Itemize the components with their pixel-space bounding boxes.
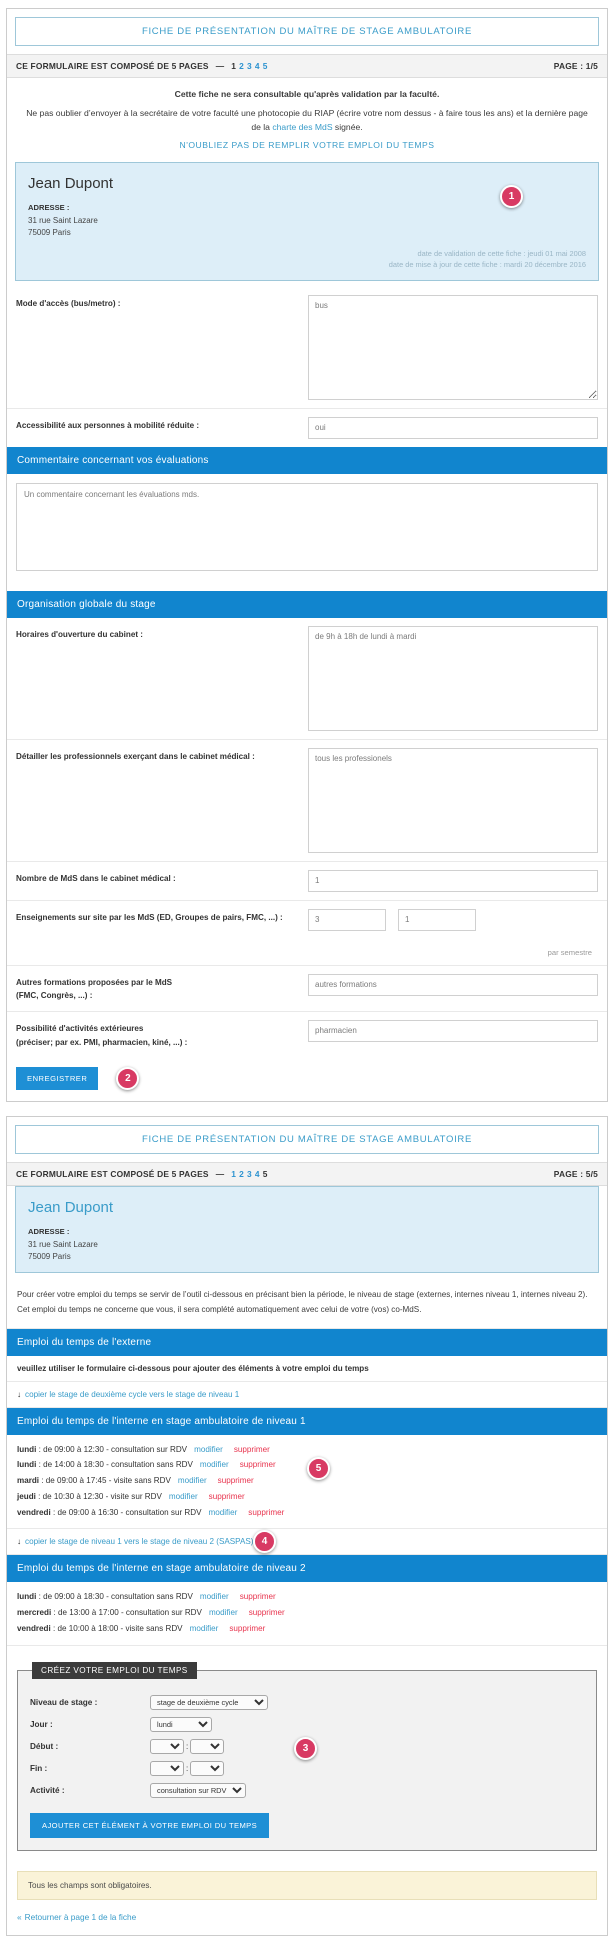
horaires-input[interactable]: de 9h à 18h de lundi à mardi <box>308 626 598 731</box>
schedule-text: : de 13:00 à 17:00 - consultation sur RDV <box>51 1608 202 1618</box>
schedule-niveau2 <box>7 1582 607 1645</box>
save-row <box>7 1058 607 1101</box>
schedule-text: : de 09:00 à 16:30 - consultation sur RDV <box>50 1507 202 1517</box>
callout-badge-3: 3 <box>294 1737 317 1760</box>
modify-link[interactable]: modifier <box>208 1608 238 1618</box>
schedule-row <box>17 1605 597 1621</box>
schedule-text: : de 09:00 à 18:30 - consultation sans RDV <box>36 1592 193 1602</box>
delete-link[interactable]: supprimer <box>248 1608 285 1618</box>
schedule-text: : de 10:30 à 12:30 - visite sur RDV <box>35 1491 162 1501</box>
schedule-row <box>17 1473 597 1489</box>
schedule-row <box>17 1505 597 1521</box>
field-label: Nombre de MdS dans le cabinet médical : <box>16 873 176 883</box>
enseignements-input-b[interactable]: 1 <box>398 909 476 931</box>
down-arrow-icon: ↓ <box>17 1537 22 1547</box>
emploi-note-line2: Cet emploi du temps ne concerne que vous, il sera complété automatiquement avec celui de votre (vos) co-MdS. <box>17 1304 422 1314</box>
section-bar-niveau1: Emploi du temps de l'interne en stage ambulatoire de niveau 1 <box>7 1408 607 1435</box>
nombre-mds-input[interactable]: 1 <box>308 870 598 892</box>
charte-link[interactable]: charte des MdS <box>272 122 333 133</box>
address-label: ADRESSE : <box>28 202 70 212</box>
section-bar-externe: Emploi du temps de l'externe <box>7 1329 607 1356</box>
copy-link-row-1 <box>7 1382 607 1408</box>
field-row-nombre-mds <box>7 862 607 901</box>
pages-bar-bottom <box>7 1162 607 1186</box>
delete-link[interactable]: supprimer <box>217 1476 254 1486</box>
delete-link[interactable]: supprimer <box>248 1507 285 1517</box>
section-bar-organisation: Organisation globale du stage <box>7 591 607 618</box>
creator-legend: CRÉEZ VOTRE EMPLOI DU TEMPS <box>32 1662 197 1679</box>
field-label: Horaires d'ouverture du cabinet : <box>16 629 143 639</box>
creator-row-fin <box>30 1761 584 1776</box>
copy-link-row-2 <box>7 1529 607 1555</box>
page-title-2: FICHE DE PRÉSENTATION DU MAÎTRE DE STAGE AMBULATOIRE <box>15 1125 599 1154</box>
time-separator: : <box>186 1763 189 1773</box>
schedule-day: lundi <box>17 1460 37 1470</box>
copy-niveau1-link[interactable]: copier le stage de niveau 1 vers le stage de niveau 2 (SASPAS) <box>25 1537 254 1547</box>
mds-name: Jean Dupont <box>28 174 114 192</box>
page-link-5[interactable]: 5 <box>262 61 268 71</box>
schedule-day: vendredi <box>17 1507 51 1517</box>
modify-link[interactable]: modifier <box>199 1592 229 1602</box>
modify-link[interactable]: modifier <box>199 1460 229 1470</box>
emploi-note <box>7 1279 607 1329</box>
schedule-row <box>17 1621 597 1637</box>
page-link-5[interactable]: 5 <box>262 1168 268 1179</box>
schedule-day: lundi <box>17 1592 37 1602</box>
field-row-autres-formations <box>7 966 607 1013</box>
pages-dash: — <box>215 1168 225 1179</box>
fin-minute-select[interactable] <box>190 1761 224 1776</box>
creator-wrap <box>7 1646 607 1861</box>
enseignements-input-a[interactable]: 3 <box>308 909 386 931</box>
fin-hour-select[interactable] <box>150 1761 184 1776</box>
callout-badge-2: 2 <box>116 1067 139 1090</box>
address-line-2-2: 75009 Paris <box>28 1251 71 1261</box>
schedule-day: lundi <box>17 1444 37 1454</box>
intro-line2-a: Ne pas oublier d’envoyer à la secrétaire de votre faculté une photocopie du RIAP (écrire votre nom dessus - à faire tous les ans) et la dernière page de la <box>26 108 588 133</box>
autres-formations-label-line2: (FMC, Congrès, ...) : <box>16 991 93 1001</box>
fiche-dates <box>28 248 586 271</box>
jour-label: Jour : <box>30 1719 53 1729</box>
activites-label-line1: Possibilité d'activités extérieures <box>16 1024 144 1034</box>
delete-link[interactable]: supprimer <box>229 1624 266 1634</box>
schedule-day: mercredi <box>17 1608 52 1618</box>
creator-row-jour <box>30 1717 584 1732</box>
time-separator: : <box>186 1741 189 1751</box>
callout-badge-4: 4 <box>253 1530 276 1553</box>
identity-panel <box>15 162 599 281</box>
callout-badge-5: 5 <box>307 1457 330 1480</box>
mode-acces-input[interactable] <box>308 295 598 400</box>
form-page <box>0 8 614 1936</box>
schedule-text: : de 14:00 à 18:30 - consultation sans RDV <box>36 1460 193 1470</box>
externe-hint: veuillez utiliser le formulaire ci-dessous pour ajouter des éléments à votre emploi du temps <box>7 1356 607 1382</box>
chevron-left-icon: « <box>17 1911 22 1922</box>
debut-hour-select[interactable] <box>150 1739 184 1754</box>
activites-exterieures-input[interactable]: pharmacien <box>308 1020 598 1042</box>
field-label: Enseignements sur site par les MdS (ED, Groupes de pairs, FMC, ...) : <box>16 912 283 922</box>
field-label: Accessibilité aux personnes à mobilité réduite : <box>16 420 200 430</box>
creator-row-niveau <box>30 1695 584 1710</box>
page1-card <box>6 8 608 1102</box>
pages-bar-top <box>7 54 607 78</box>
address-line-1: 31 rue Saint Lazare <box>28 215 98 225</box>
modify-link[interactable]: modifier <box>194 1444 223 1454</box>
add-element-button[interactable]: AJOUTER CET ÉLÉMENT À VOTRE EMPLOI DU TEMPS <box>30 1813 269 1838</box>
enseignements-unit-label: par semestre <box>547 947 592 957</box>
debut-minute-select[interactable] <box>190 1739 224 1754</box>
page1-field-rows <box>7 287 607 447</box>
autres-formations-label-line1: Autres formations proposées par le MdS <box>16 977 173 987</box>
field-row-professionnels <box>7 740 607 862</box>
field-row-enseignements <box>7 901 607 966</box>
page-title: FICHE DE PRÉSENTATION DU MAÎTRE DE STAGE AMBULATOIRE <box>15 17 599 46</box>
reminder-link[interactable]: N'OUBLIEZ PAS DE REMPLIR VOTRE EMPLOI DU TEMPS <box>179 139 435 150</box>
address-line-2: 75009 Paris <box>28 227 71 237</box>
address-label-2: ADRESSE : <box>28 1226 70 1236</box>
page-link-3[interactable]: 3 <box>247 1168 252 1179</box>
intro-line1: Cette fiche ne sera consultable qu'après validation par la faculté. <box>174 89 440 99</box>
delete-link[interactable]: supprimer <box>239 1460 276 1470</box>
page-link-2[interactable]: 2 <box>239 1168 245 1179</box>
page-link-2[interactable]: 2 <box>239 61 245 71</box>
debut-label: Début : <box>30 1741 59 1751</box>
obligatoire-notice: Tous les champs sont obligatoires. <box>17 1871 597 1900</box>
niveau-label: Niveau de stage : <box>30 1697 98 1707</box>
enseignements-inputs <box>308 909 476 931</box>
field-label <box>16 1020 308 1050</box>
spacer <box>7 581 607 591</box>
autres-formations-input[interactable]: autres formations <box>308 974 598 996</box>
schedule-niveau1 <box>7 1435 607 1530</box>
commentaire-wrap <box>7 474 607 581</box>
schedule-row <box>17 1489 597 1505</box>
activite-select[interactable] <box>150 1783 246 1798</box>
page5-card <box>6 1116 608 1936</box>
intro-text <box>7 78 607 162</box>
field-label <box>16 974 308 1004</box>
page-indicator: PAGE : 5/5 <box>553 1168 598 1179</box>
page-link-3[interactable]: 3 <box>247 61 252 71</box>
activites-label-line2: (préciser; par ex. PMI, pharmacien, kiné, ...) : <box>16 1037 188 1047</box>
organisation-field-rows <box>7 618 607 1058</box>
schedule-day: vendredi <box>17 1624 51 1634</box>
section-bar-niveau2: Emploi du temps de l'interne en stage ambulatoire de niveau 2 <box>7 1555 607 1582</box>
page-link-4[interactable]: 4 <box>254 1168 260 1179</box>
field-row-activites-exterieures <box>7 1012 607 1058</box>
emploi-note-line1: Pour créer votre emploi du temps se servir de l’outil ci-dessous en précisant bien la période, le niveau de stage (externes, internes niveau 1, internes niveau 2). <box>17 1289 588 1299</box>
schedule-row <box>17 1442 597 1458</box>
delete-link[interactable]: supprimer <box>208 1491 245 1501</box>
jour-select[interactable] <box>150 1717 212 1732</box>
fin-label: Fin : <box>30 1763 48 1773</box>
copy-deuxieme-cycle-link[interactable]: copier le stage de deuxième cycle vers le stage de niveau 1 <box>25 1389 240 1399</box>
intro-line2-b: signée. <box>332 122 363 133</box>
modify-link[interactable]: modifier <box>208 1507 238 1517</box>
modify-link[interactable]: modifier <box>189 1624 219 1634</box>
section-bar-commentaire: Commentaire concernant vos évaluations <box>7 447 607 474</box>
identity-panel-2 <box>15 1186 599 1273</box>
return-link-label[interactable]: Retourner à page 1 de la fiche <box>24 1911 137 1922</box>
field-row-accessibilite <box>7 409 607 447</box>
delete-link[interactable]: supprimer <box>239 1592 276 1602</box>
mds-name-2: Jean Dupont <box>28 1198 114 1216</box>
field-label: Mode d'accès (bus/metro) : <box>16 298 121 308</box>
commentaire-textarea[interactable]: Un commentaire concernant les évaluations mds. <box>16 483 598 571</box>
callout-badge-1: 1 <box>500 185 523 208</box>
pages-dash: — <box>215 61 225 71</box>
update-date: date de mise à jour de cette fiche : mardi 20 décembre 2016 <box>388 260 586 270</box>
schedule-day: jeudi <box>17 1491 36 1501</box>
save-button[interactable]: ENREGISTRER <box>16 1067 98 1090</box>
validation-date: date de validation de cette fiche : jeudi 01 mai 2008 <box>417 248 586 258</box>
activite-label: Activité : <box>30 1785 65 1795</box>
page-link-1[interactable]: 1 <box>231 1168 237 1179</box>
return-link-row[interactable] <box>7 1900 607 1935</box>
page-link-1[interactable]: 1 <box>231 61 237 71</box>
schedule-text: : de 09:00 à 17:45 - visite sans RDV <box>39 1476 171 1486</box>
delete-link[interactable]: supprimer <box>233 1444 270 1454</box>
pages-count-label: CE FORMULAIRE EST COMPOSÉ DE 5 PAGES <box>16 1168 209 1179</box>
pages-count-label: CE FORMULAIRE EST COMPOSÉ DE 5 PAGES <box>16 61 209 71</box>
schedule-row <box>17 1589 597 1605</box>
schedule-text: : de 09:00 à 12:30 - consultation sur RDV <box>36 1444 188 1454</box>
creator-fieldset <box>17 1662 597 1851</box>
professionnels-input[interactable]: tous les professionels <box>308 748 598 853</box>
modify-link[interactable]: modifier <box>177 1476 207 1486</box>
field-row-mode-acces <box>7 287 607 409</box>
address-line-1-2: 31 rue Saint Lazare <box>28 1239 98 1249</box>
schedule-text: : de 10:00 à 18:00 - visite sans RDV <box>50 1624 183 1634</box>
niveau-stage-select[interactable] <box>150 1695 268 1710</box>
field-row-horaires <box>7 618 607 740</box>
schedule-day: mardi <box>17 1476 40 1486</box>
creator-row-activite <box>30 1783 584 1798</box>
field-label: Détailler les professionnels exerçant dans le cabinet médical : <box>16 751 255 761</box>
down-arrow-icon: ↓ <box>17 1389 22 1399</box>
modify-link[interactable]: modifier <box>168 1491 198 1501</box>
accessibilite-input[interactable]: oui <box>308 417 598 439</box>
page-indicator: PAGE : 1/5 <box>553 61 598 71</box>
page-link-4[interactable]: 4 <box>254 61 260 71</box>
